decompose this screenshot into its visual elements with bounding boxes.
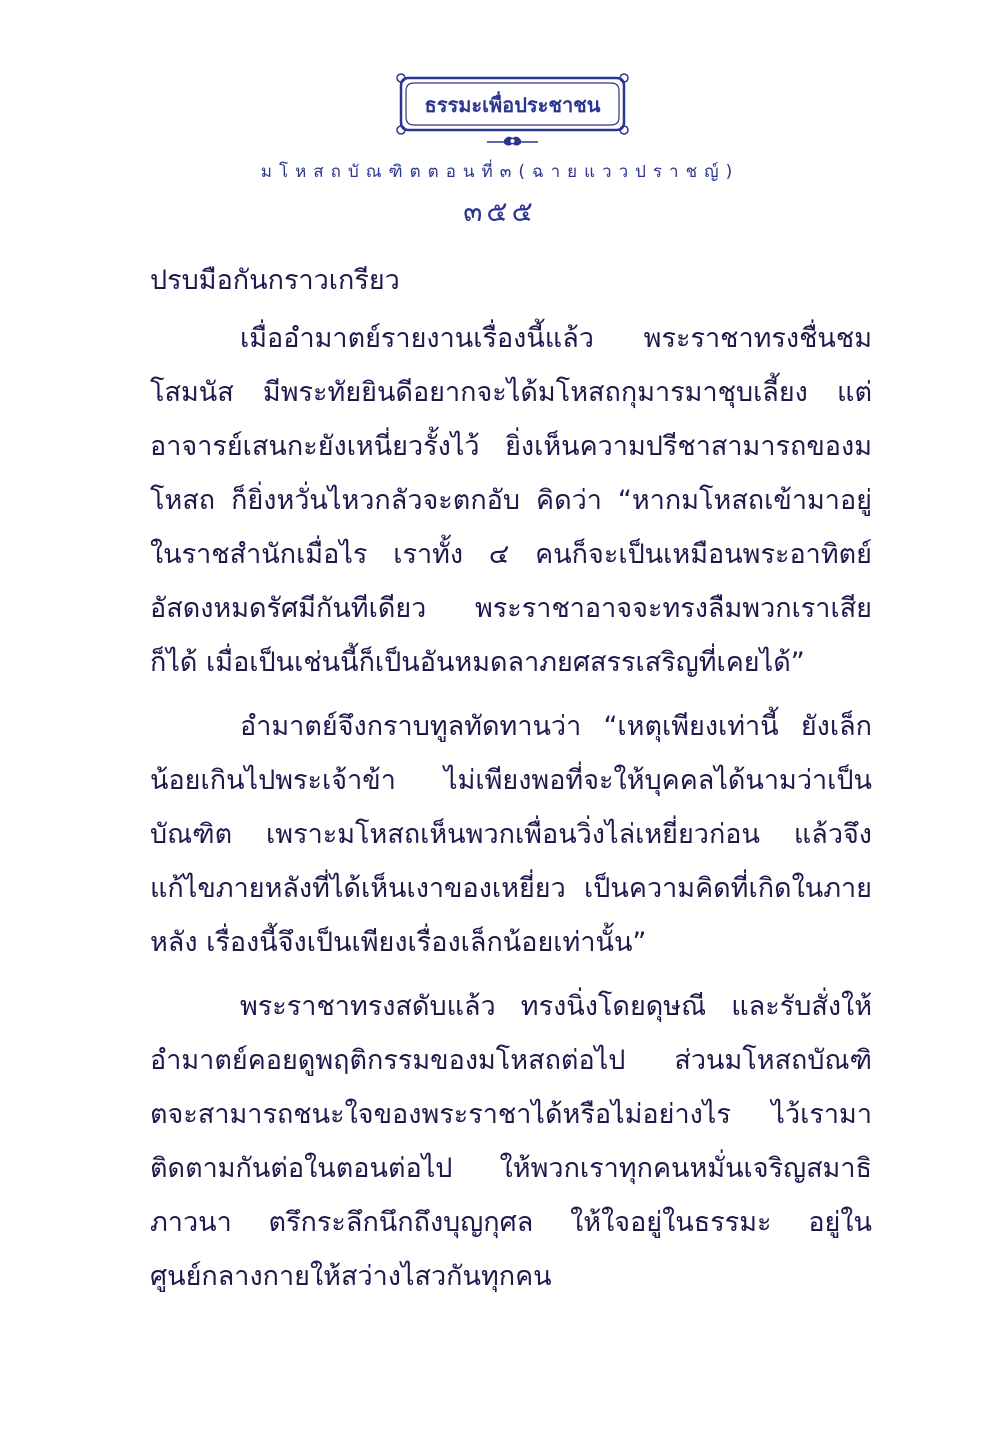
- paragraph-4: พระราชาทรงสดับแล้ว ทรงนิ่งโดยดุษณี และรับสั่งให้อำมาตย์คอยดูพฤติกรรมของมโหสถต่อไป ส่วนมโหสถบัณฑิตจะสามารถชนะใจของพระราชาได้หรือไม่อย่างไร ไว้เรามาติดตามกันต่อในตอนต่อไป ให้พวกเราทุกคนหมั่นเจริญสมาธิภาวนา ตรึกระลึกนึกถึงบุญกุศล ให้ใจอยู่ในธรรมะ อยู่ในศูนย์กลางกายให้สว่างไสวกันทุกคน: [150, 991, 872, 1292]
- running-title: มโหสถบัณฑิตตอนที่๓(ฉายแววปราชญ์): [260, 162, 740, 182]
- dhamma-logo: [395, 72, 630, 154]
- logo-frame-icon: [395, 72, 630, 154]
- paragraph-3: อำมาตย์จึงกราบทูลทัดทานว่า “เหตุเพียงเท่านี้ ยังเล็กน้อยเกินไปพระเจ้าข้า ไม่เพียงพอที่จะให้บุคคลได้นามว่าเป็นบัณฑิต เพราะมโหสถเห็นพวกเพื่อนวิ่งไล่เหยี่ยวก่อน แล้วจึงแก้ไขภายหลังที่ได้เห็นเงาของเหยี่ยว เป็นความคิดที่เกิดในภายหลัง เรื่องนี้จึงเป็นเพียงเรื่องเล็กน้อยเท่านั้น”: [150, 711, 872, 958]
- paragraph-1: ปรบมือกันกราวเกรียว: [150, 265, 400, 296]
- paragraph-2: เมื่ออำมาตย์รายงานเรื่องนี้แล้ว พระราชาทรงชื่นชมโสมนัส มีพระทัยยินดีอยากจะได้มโหสถกุมารมาชุบเลี้ยง แต่อาจารย์เสนกะยังเหนี่ยวรั้งไว้ ยิ่งเห็นความปรีชาสามารถของมโหสถ ก็ยิ่งหวั่นไหวกลัวจะตกอับ คิดว่า “หากมโหสถเข้ามาอยู่ในราชสำนักเมื่อไร เราทั้ง ๔ คนก็จะเป็นเหมือนพระอาทิตย์อัสดงหมดรัศมีกันทีเดียว พระราชาอาจจะทรงลืมพวกเราเสียก็ได้ เมื่อเป็นเช่นนี้ก็เป็นอันหมดลาภยศสรรเสริญที่เคยได้”: [150, 323, 872, 678]
- body-text: [150, 254, 872, 1314]
- page-number: ๓๕๕: [463, 195, 537, 228]
- svg-text:ธรรมะเพื่อประชาชน: ธรรมะเพื่อประชาชน: [424, 93, 601, 117]
